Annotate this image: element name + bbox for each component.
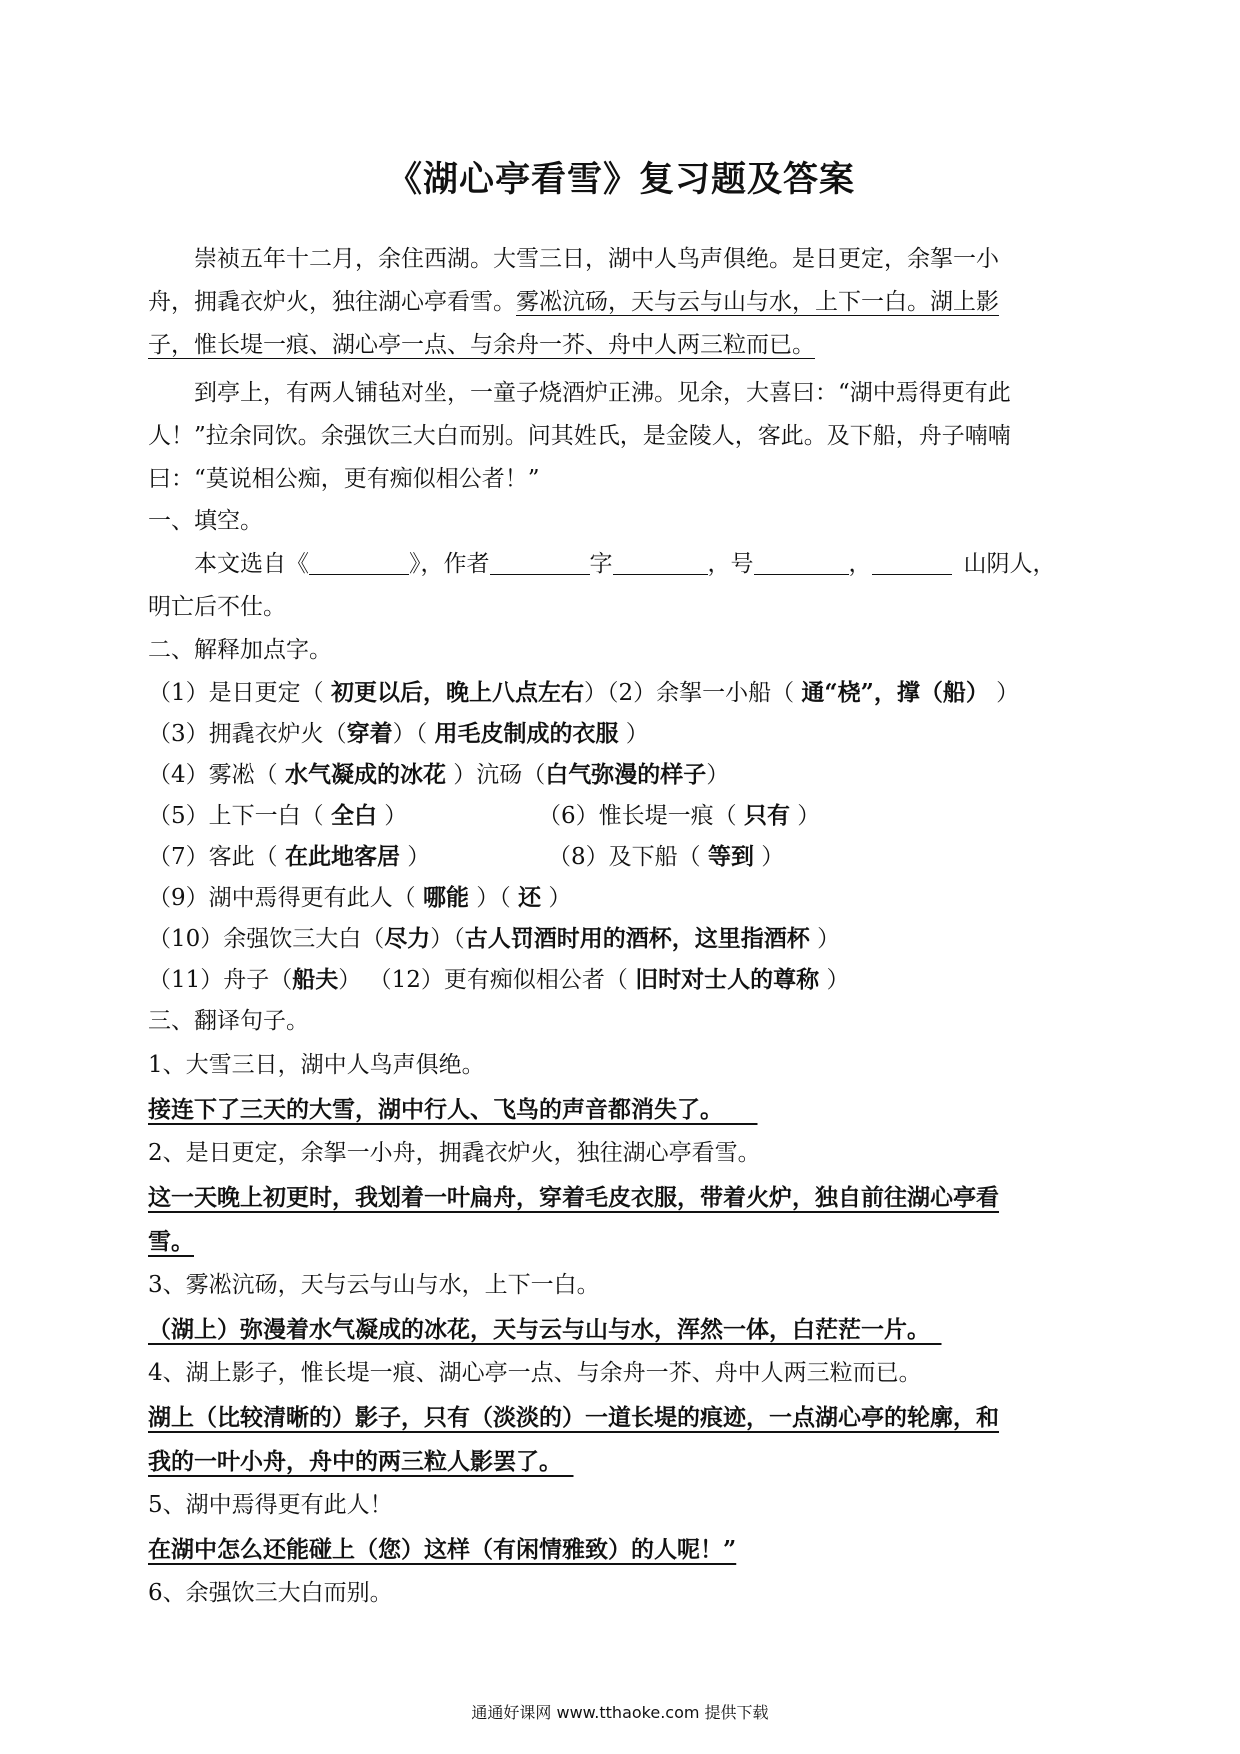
answer-line — [148, 1176, 1094, 1220]
answer-text: 船夫 — [292, 966, 339, 993]
item-text: （9）湖中焉得更有此人（ — [148, 885, 423, 911]
passage-line — [148, 372, 1094, 415]
section-heading: 二、解释加点字。 — [148, 637, 332, 663]
item-text: ） — [618, 721, 649, 747]
answer-text: 古人罚酒时用的酒杯，这里指酒杯 — [464, 925, 810, 952]
list-item — [148, 796, 407, 836]
passage-text: 人！”拉余同饮。余强饮三大白而别。问其姓氏，是金陵人，客此。及下船，舟子喃喃 — [148, 423, 1011, 449]
question-text: 1、大雪三日，湖中人鸟声俱绝。 — [148, 1052, 485, 1078]
item-text: （1）是日更定（ — [148, 680, 331, 706]
page-footer: 通通好课网 www.tthaoke.com 提供下载 — [471, 1703, 769, 1722]
page-title: 《湖心亭看雪》复习题及答案 — [386, 159, 855, 200]
item-text: ）（ — [392, 721, 435, 747]
list-item — [148, 714, 649, 754]
answer-text: 只有 — [743, 802, 790, 829]
answer-text: 全白 — [330, 802, 377, 829]
answer-text: 还 — [518, 884, 542, 911]
fill-text: 山阴人， — [963, 551, 1056, 577]
list-item — [148, 919, 840, 959]
answer-text: 旧时对士人的尊称 — [635, 966, 820, 993]
item-text: ） — [809, 926, 841, 952]
answer-text: 雪。 — [148, 1228, 194, 1255]
answer-line — [148, 1528, 1094, 1572]
item-text: ） — [541, 885, 572, 911]
blank-field[interactable] — [872, 546, 952, 575]
item-text: ） — [789, 803, 821, 829]
passage-underlined: 雾凇沆砀，天与云与山与水，上下一白。湖上影 — [516, 289, 999, 315]
item-text: （8）及下船（ — [548, 844, 708, 870]
answer-text: 初更以后，晚上八点左右 — [330, 679, 584, 706]
answer-text: 我的一叶小舟，舟中的两三粒人影罢了。 — [148, 1448, 551, 1475]
answer-line — [148, 1396, 1094, 1440]
question-text: 3、雾凇沆砀，天与云与山与水，上下一白。 — [148, 1272, 600, 1298]
item-text: ） — [753, 844, 785, 870]
item-text: ） （12）更有痴似相公者（ — [338, 967, 636, 993]
answer-text: 接连下了三天的大雪，湖中行人、飞鸟的声音都消失了。 — [148, 1096, 712, 1123]
item-text: ）（2）余挐一小船（ — [583, 680, 802, 706]
passage-text: 曰：“莫说相公痴，更有痴似相公者！” — [148, 466, 540, 492]
item-text: （10）余强饮三大白（ — [148, 926, 385, 952]
passage-line — [148, 458, 1094, 501]
answer-text: 这一天晚上初更时，我划着一叶扁舟，穿着毛皮衣服，带着火炉，独自前往湖心亭看 — [148, 1184, 999, 1211]
fill-text: ，号 — [707, 551, 754, 577]
question-text: 4、湖上影子，惟长堤一痕、湖心亭一点、与余舟一芥、舟中人两三粒而已。 — [148, 1360, 922, 1386]
fill-text: 本文选自《 — [194, 551, 309, 577]
answer-line — [148, 1088, 1094, 1132]
answer-text: 在此地客居 — [284, 843, 400, 870]
blank-field[interactable] — [490, 546, 590, 575]
passage-line — [148, 415, 1094, 458]
item-text: ）（ — [468, 885, 519, 911]
answer-text: （湖上）弥漫着水气凝成的冰花，天与云与山与水，浑然一体，白茫茫一片。 — [148, 1316, 919, 1343]
passage-line — [148, 238, 1094, 281]
list-item — [148, 878, 571, 918]
item-text: （6）惟长堤一痕（ — [538, 803, 744, 829]
answer-text: 通“桡”，撑（船） — [801, 679, 989, 706]
fill-text: 字 — [589, 551, 613, 577]
blank-field[interactable] — [309, 546, 409, 575]
answer-text: 在湖中怎么还能碰上（您）这样（有闲情雅致）的人呢！” — [148, 1536, 737, 1563]
list-item — [148, 755, 729, 795]
list-item — [538, 796, 820, 836]
list-item — [148, 837, 430, 877]
passage-line — [148, 281, 1094, 324]
item-text: （7）客此（ — [148, 844, 285, 870]
item-text: ）沆砀（ — [445, 762, 546, 788]
item-text: ） — [706, 762, 730, 788]
item-text: ） — [988, 680, 1020, 706]
answer-text: 穿着 — [346, 720, 393, 747]
item-text: ）（ — [430, 926, 465, 952]
answer-line — [148, 1308, 1094, 1352]
blank-field[interactable] — [613, 546, 708, 575]
answer-line — [148, 1220, 1094, 1264]
item-text: ） — [376, 803, 408, 829]
list-item — [548, 837, 784, 877]
item-text: ） — [819, 967, 850, 993]
list-item — [148, 960, 849, 1000]
section-heading: 三、翻译句子。 — [148, 1008, 309, 1034]
answer-text: 白气弥漫的样子 — [545, 761, 707, 788]
item-text: （3）拥毳衣炉火（ — [148, 721, 347, 747]
passage-text: 舟，拥毳衣炉火，独往湖心亭看雪。 — [148, 289, 516, 315]
question-text: 2、是日更定，余挐一小舟，拥毳衣炉火，独往湖心亭看雪。 — [148, 1140, 761, 1166]
question-text: 5、湖中焉得更有此人！ — [148, 1492, 393, 1518]
fill-blank-line — [148, 543, 1094, 586]
item-text: ） — [399, 844, 431, 870]
answer-text: 等到 — [707, 843, 754, 870]
fill-text: 明亡后不仕。 — [148, 594, 286, 620]
fill-text: ， — [848, 551, 872, 577]
question-text: 6、余强饮三大白而别。 — [148, 1580, 393, 1606]
item-text: （4）雾凇（ — [148, 762, 285, 788]
blank-field[interactable] — [754, 546, 849, 575]
answer-text: 湖上（比较清晰的）影子，只有（淡淡的）一道长堤的痕迹，一点湖心亭的轮廓，和 — [148, 1404, 999, 1431]
answer-text: 用毛皮制成的衣服 — [434, 720, 619, 747]
passage-underlined: 子，惟长堤一痕、湖心亭一点、与余舟一芥、舟中人两三粒而已。 — [148, 332, 815, 358]
item-text: （11）舟子（ — [148, 967, 293, 993]
answer-text: 哪能 — [422, 884, 469, 911]
passage-text: 到亭上，有两人铺毡对坐，一童子烧酒炉正沸。见余，大喜曰：“湖中焉得更有此 — [194, 380, 1011, 406]
answer-line — [148, 1440, 1094, 1484]
section-heading: 一、填空。 — [148, 508, 263, 534]
list-item — [148, 673, 1019, 713]
answer-text: 尽力 — [384, 925, 431, 952]
answer-text: 水气凝成的冰花 — [284, 761, 446, 788]
passage-text: 崇祯五年十二月，余住西湖。大雪三日，湖中人鸟声俱绝。是日更定，余挐一小 — [194, 246, 999, 272]
fill-text: 》，作者 — [409, 551, 490, 577]
passage-line — [148, 324, 1094, 367]
item-text: （5）上下一白（ — [148, 803, 331, 829]
